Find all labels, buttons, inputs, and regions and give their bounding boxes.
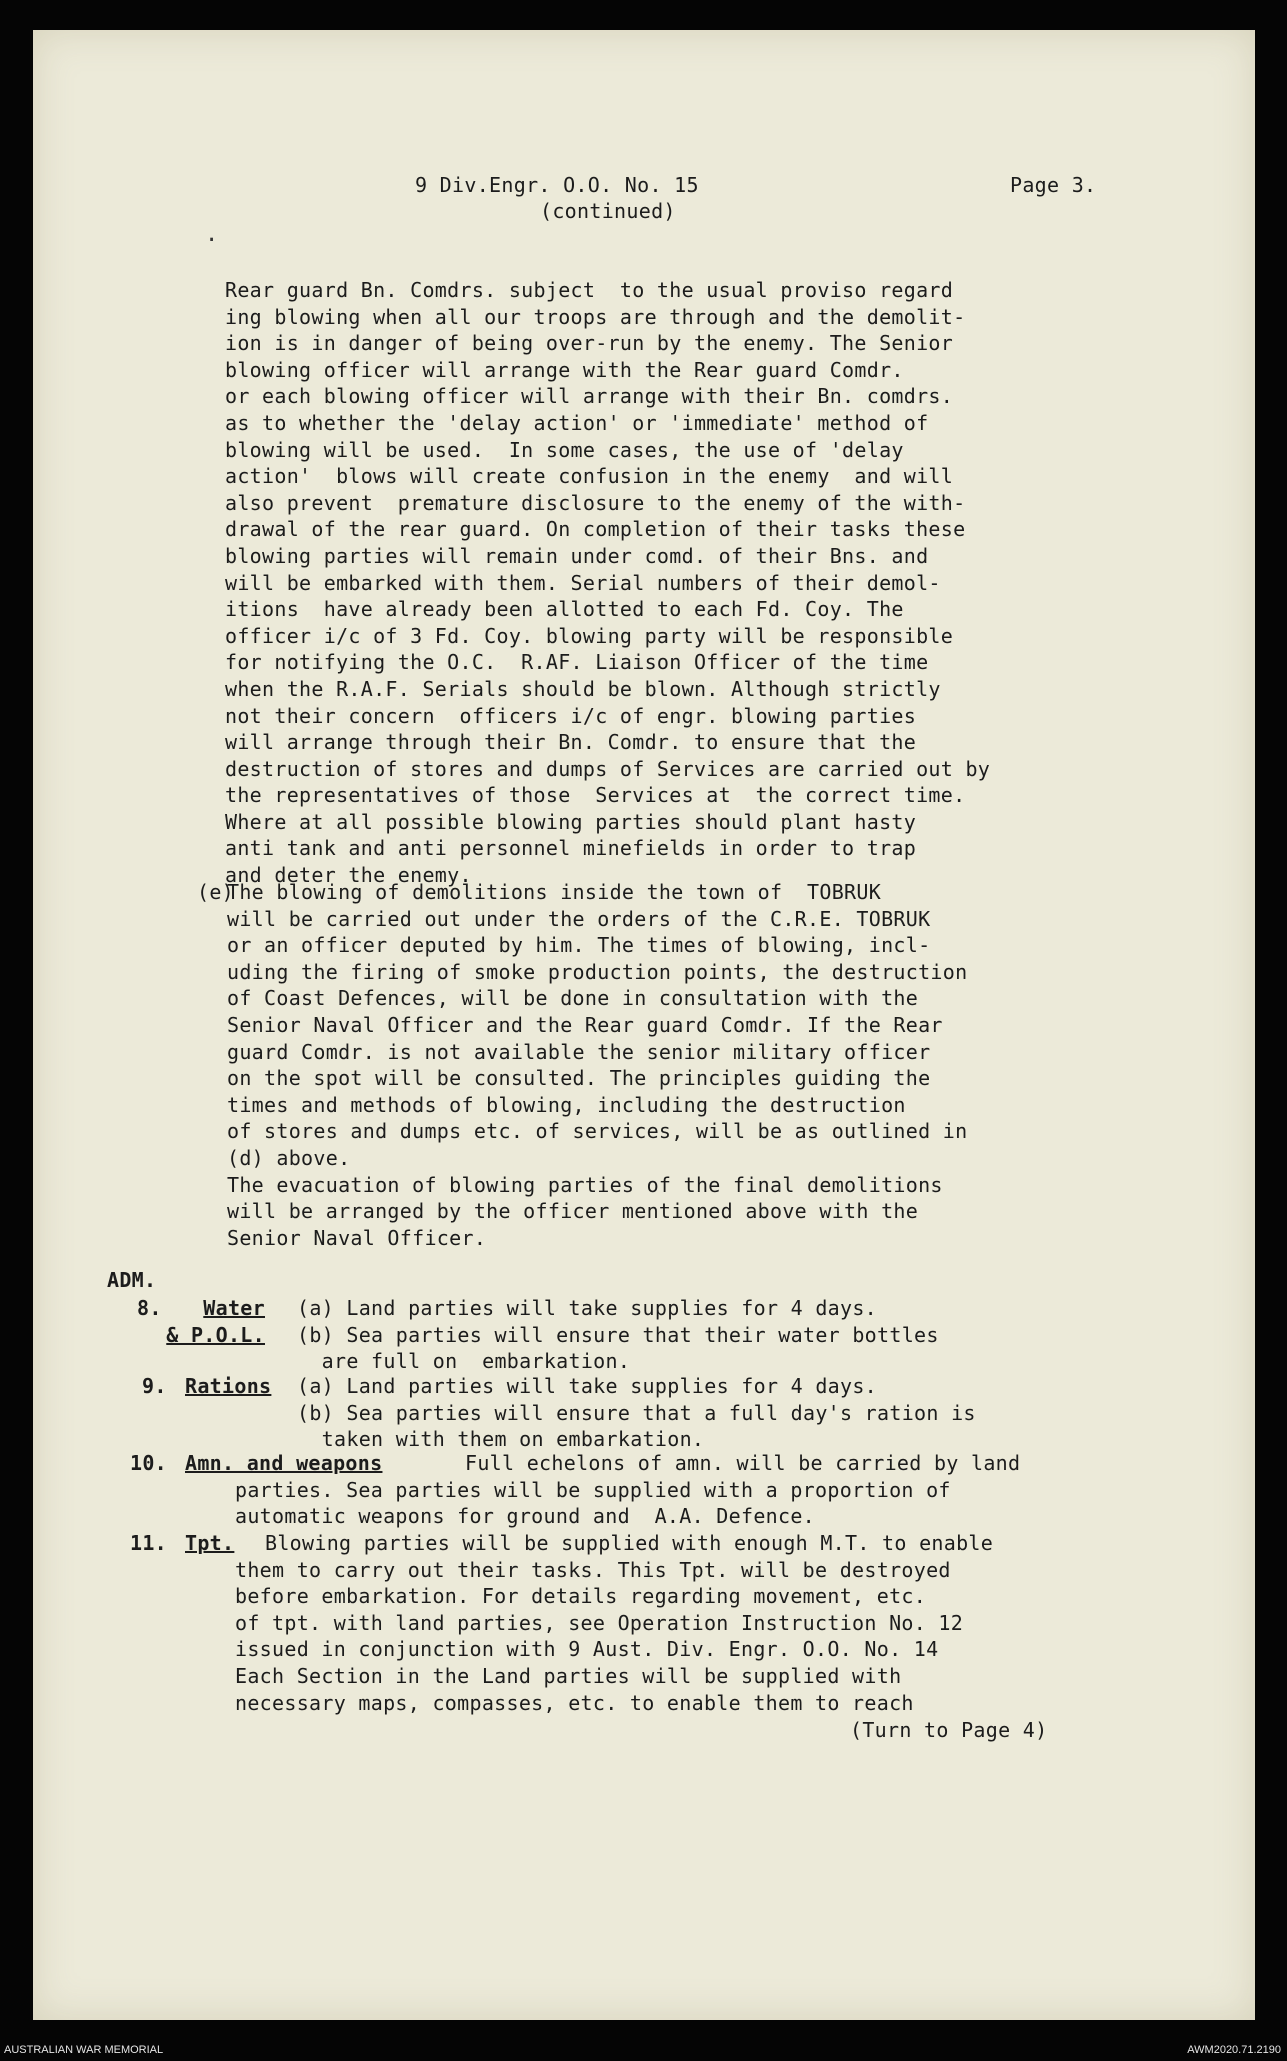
document-subtitle: (continued)	[540, 199, 676, 223]
footer-source: AUSTRALIAN WAR MEMORIAL	[4, 2044, 164, 2056]
paragraph-item-c: The blowing of demolitions inside the town of TOBRUK will be carried out under the orders of the C.R.E. TOBRUK or an officer deputed by him. The times of blowing, incl- uding the firing of smoke production points, the destruction of Coast Defences, will be done in consultation with the Senior Naval Officer and the Rear guard Comdr. If the Rear guard Comdr. is not available the senior military officer on the spot will be consulted. The principles guiding the times and methods of blowing, including the destruction of stores and dumps etc. of services, will be as outlined in (d) above. The evacuation of blowing parties of the final demolitions will be arranged by the officer mentioned above with the Senior Naval Officer.	[227, 880, 968, 1250]
item-title: Amn. and weapons	[185, 1451, 383, 1475]
page-number: Page 3.	[1010, 173, 1097, 197]
item-title: Water & P.O.L.	[166, 1296, 265, 1347]
item-text: (a) Land parties will take supplies for 4 days. (b) Sea parties will ensure that a full day's ration is taken with them on embarkation.	[297, 1374, 976, 1452]
item-number: 10.	[130, 1451, 168, 1475]
footer-id: AWM2020.71.2190	[1187, 2044, 1281, 2056]
document-title: 9 Div.Engr. O.O. No. 15	[415, 173, 699, 197]
item-c-marker: (e)	[197, 880, 235, 904]
item-title: Rations	[185, 1374, 272, 1398]
item-number: 9.	[142, 1374, 167, 1398]
turn-page-note: (Turn to Page 4)	[850, 1718, 1048, 1742]
item-text: (a) Land parties will take supplies for 4 days. (b) Sea parties will ensure that their water bottles are full on embarkation.	[297, 1296, 939, 1374]
item-number: 11.	[130, 1531, 168, 1555]
paragraph-main: Rear guard Bn. Comdrs. subject to the usual proviso regard ing blowing when all our troops are through and the demolit- ion is in danger of being over-run by the enemy. The Senior blowing officer will arrange with the Rear guard Comdr. or each blowing officer will arrange with their Bn. comdrs. as to whether the 'delay action' or 'immediate' method of blowing will be used. In some cases, the use of 'delay action' blows will create confusion in the enemy and will also prevent premature disclosure to the enemy of the with- drawal of the rear guard. On completion of their tasks these blowing parties will remain under comd. of their Bns. and will be embarked with them. Serial numbers of their demol- itions have already been allotted to each Fd. Coy. The officer i/c of 3 Fd. Coy. blowing party will be responsible for notifying the O.C. R.AF. Liaison Officer of the time when the R.A.F. Serials should be blown. Although strictly not their concern officers i/c of engr. blowing parties will arrange through their Bn. Comdr. to ensure that the destruction of stores and dumps of Services are carried out by the representatives of those Services at the correct time. Where at all possible blowing parties should plant hasty anti tank and anti personnel minefields in order to trap and deter the enemy.	[225, 278, 991, 888]
item-text: Blowing parties will be supplied with enough M.T. to enable them to carry out their tasks. This Tpt. will be destroyed before embarkation. For details regarding movement, etc. of tpt. with land parties, see Operation Instruction No. 12 issued in conjunction with 9 Aust. Div. Engr. O.O. No. 14 Each Section in the Land parties will be supplied with necessary maps, compasses, etc. to enable them to reach	[235, 1531, 994, 1715]
ink-mark: ·	[205, 228, 219, 253]
adm-heading: ADM.	[107, 1268, 157, 1292]
item-text: Full echelons of amn. will be carried by land parties. Sea parties will be supplied with a proportion of automatic weapons for ground and A.A. Defence.	[235, 1451, 1021, 1529]
item-number: 8.	[137, 1296, 162, 1320]
item-title: Tpt.	[185, 1531, 235, 1555]
footer	[0, 2036, 1287, 2061]
